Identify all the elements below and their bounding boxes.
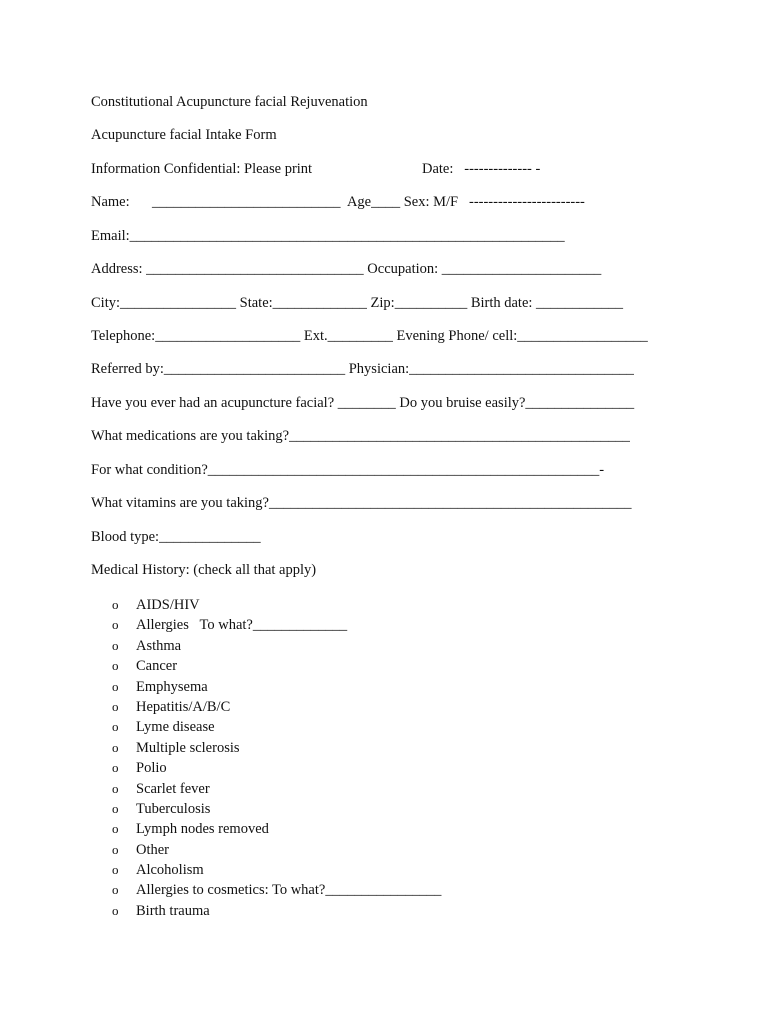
checkbox-circle-icon[interactable]: o <box>112 617 119 633</box>
history-item-lyme[interactable] <box>112 717 441 737</box>
history-item-label: Multiple sclerosis <box>136 739 240 756</box>
history-item-asthma[interactable] <box>112 636 441 656</box>
referred-physician-field[interactable]: Referred by:_________________________ Physician:_______________________________ <box>91 361 634 377</box>
address-occupation-field[interactable]: Address: ______________________________ Occupation: ______________________ <box>91 261 602 277</box>
history-item-label: Cancer <box>136 658 178 675</box>
blood-type-field[interactable]: Blood type:______________ <box>91 529 261 545</box>
history-item-scarlet-fever[interactable] <box>112 779 441 799</box>
date-field[interactable]: Date: -------------- - <box>422 161 541 177</box>
history-item-label: Polio <box>136 760 167 777</box>
email-field[interactable]: Email:____________________________________________________________ <box>91 228 565 244</box>
history-item-cosmetic-allergies[interactable] <box>112 880 441 900</box>
checkbox-circle-icon[interactable]: o <box>112 597 119 612</box>
checkbox-circle-icon[interactable]: o <box>112 780 119 796</box>
city-state-zip-birthdate-field[interactable]: City:________________ State:_____________ Zip:__________ Birth date: ____________ <box>91 295 624 311</box>
history-item-label: Tuberculosis <box>136 800 211 817</box>
history-item-hepatitis[interactable] <box>112 697 441 717</box>
history-item-label: Emphysema <box>136 678 208 695</box>
form-subtitle: Acupuncture facial Intake Form <box>91 127 277 143</box>
history-item-polio[interactable] <box>112 758 441 778</box>
checkbox-circle-icon[interactable]: o <box>112 862 119 878</box>
checkbox-circle-icon[interactable]: o <box>112 902 119 918</box>
history-item-aids[interactable] <box>112 595 441 615</box>
name-age-sex-field[interactable]: __________________________ Age____ Sex: M/F ------------------------ <box>152 194 585 210</box>
checkbox-circle-icon[interactable]: o <box>112 821 119 837</box>
history-item-label: Scarlet fever <box>136 780 210 797</box>
checkbox-circle-icon[interactable]: o <box>112 841 119 857</box>
history-item-label: Lymph nodes removed <box>136 821 269 838</box>
form-title: Constitutional Acupuncture facial Rejuvenation <box>91 94 368 110</box>
medical-history-heading: Medical History: (check all that apply) <box>91 562 317 578</box>
history-item-label: Allergies To what?_____________ <box>136 617 348 634</box>
checkbox-circle-icon[interactable]: o <box>112 739 119 755</box>
history-item-label: Birth trauma <box>136 902 210 919</box>
history-item-label: Hepatitis/A/B/C <box>136 698 231 715</box>
history-item-other[interactable] <box>112 840 441 860</box>
history-item-birth-trauma[interactable] <box>112 901 441 921</box>
telephone-field[interactable]: Telephone:____________________ Ext._________ Evening Phone/ cell:__________________ <box>91 328 648 344</box>
history-item-tuberculosis[interactable] <box>112 799 441 819</box>
condition-field[interactable]: For what condition?______________________________________________________- <box>91 462 605 478</box>
history-item-allergies[interactable] <box>112 615 441 635</box>
history-item-alcoholism[interactable] <box>112 860 441 880</box>
history-item-label: Other <box>136 841 170 858</box>
facial-bruise-question[interactable]: Have you ever had an acupuncture facial? ________ Do you bruise easily?_______________ <box>91 395 635 411</box>
checkbox-circle-icon[interactable]: o <box>112 637 119 653</box>
vitamins-field[interactable]: What vitamins are you taking?__________________________________________________ <box>91 495 632 511</box>
history-item-lymph-nodes[interactable] <box>112 819 441 839</box>
medical-history-list <box>112 595 441 921</box>
checkbox-circle-icon[interactable]: o <box>112 698 119 714</box>
history-item-label: Lyme disease <box>136 719 215 736</box>
history-item-label: Allergies to cosmetics: To what?________________ <box>136 882 442 899</box>
checkbox-circle-icon[interactable]: o <box>112 800 119 816</box>
history-item-label: Asthma <box>136 637 182 654</box>
confidential-note: Information Confidential: Please print <box>91 161 313 177</box>
history-item-emphysema[interactable] <box>112 677 441 697</box>
history-item-label: AIDS/HIV <box>136 597 200 613</box>
history-item-label: Alcoholism <box>136 862 204 879</box>
checkbox-circle-icon[interactable]: o <box>112 658 119 674</box>
history-item-cancer[interactable] <box>112 656 441 676</box>
history-item-ms[interactable] <box>112 738 441 758</box>
checkbox-circle-icon[interactable]: o <box>112 719 119 735</box>
checkbox-circle-icon[interactable]: o <box>112 678 119 694</box>
checkbox-circle-icon[interactable]: o <box>112 760 119 776</box>
checkbox-circle-icon[interactable]: o <box>112 882 119 898</box>
medications-field[interactable]: What medications are you taking?_______________________________________________ <box>91 428 630 444</box>
name-label: Name: <box>91 194 130 210</box>
